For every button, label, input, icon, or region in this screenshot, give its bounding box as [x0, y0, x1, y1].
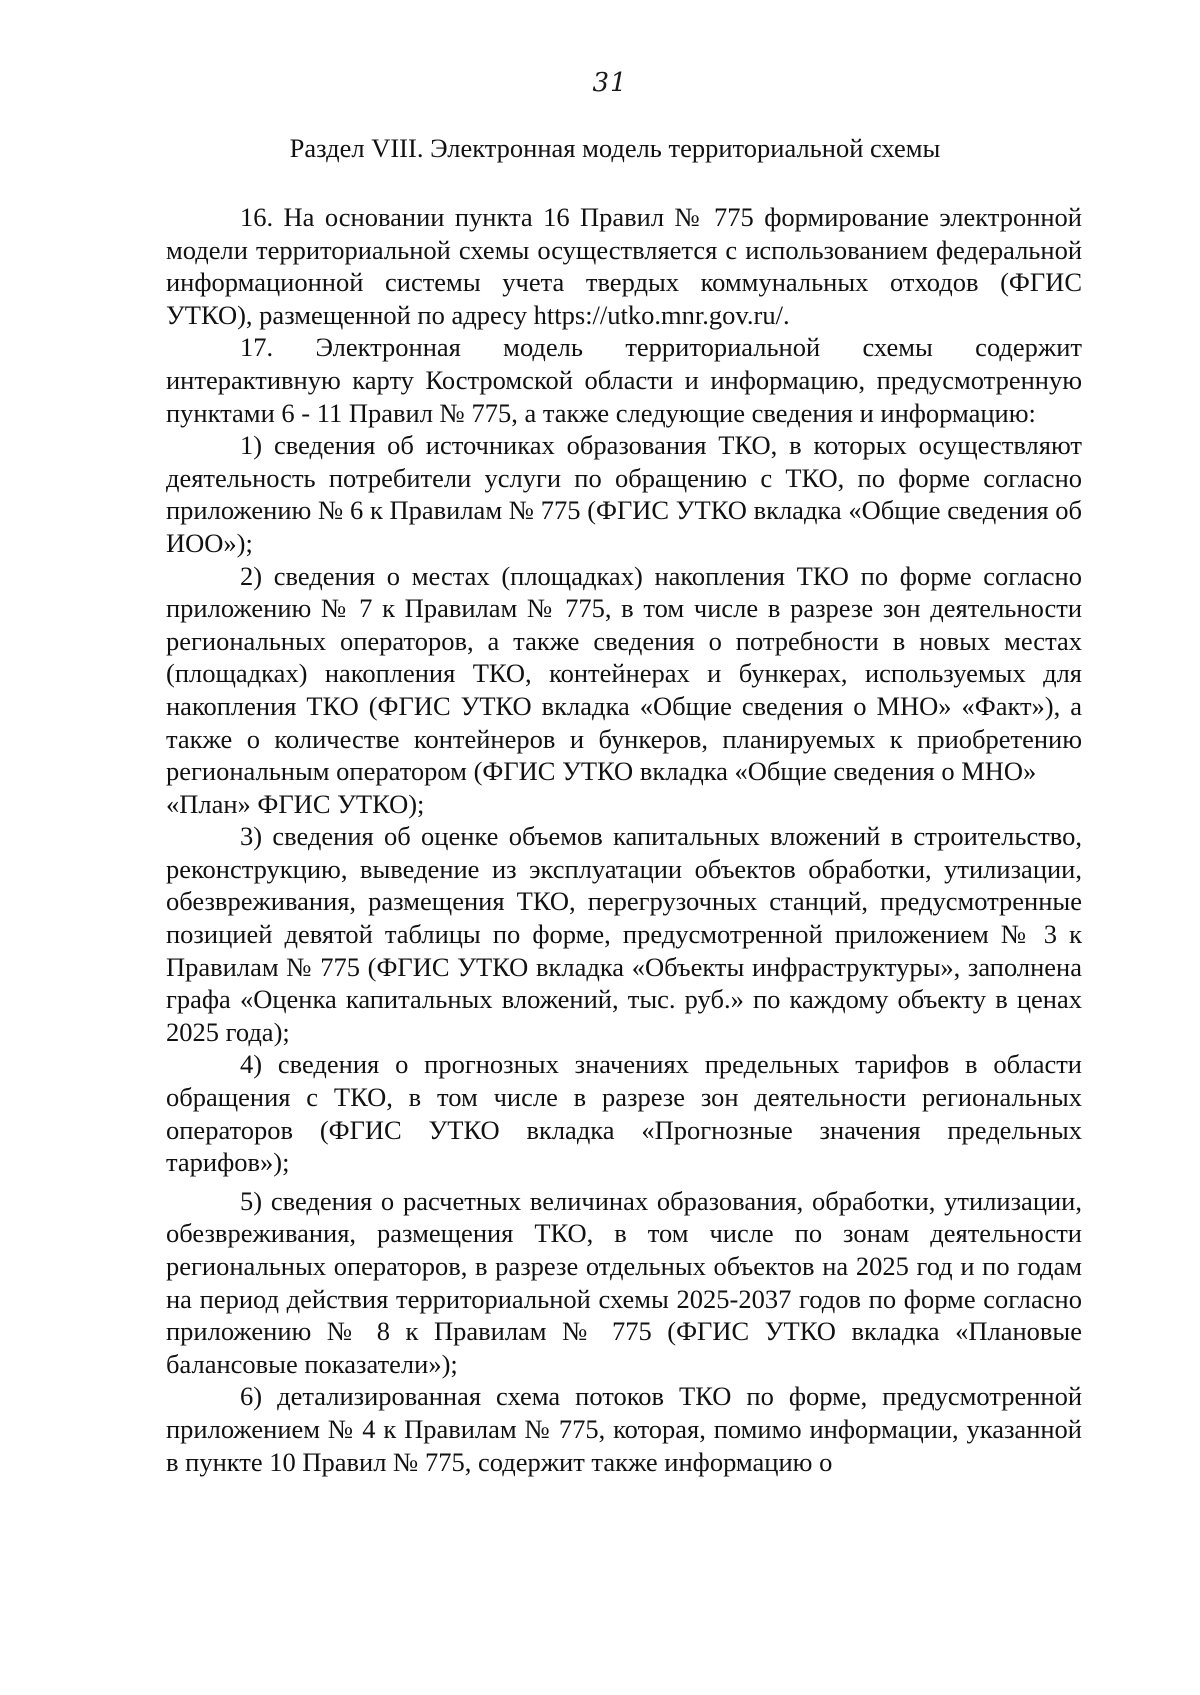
document-body	[166, 201, 1082, 1478]
paragraph-17: 17. Электронная модель территориальной схемы содержит интерактивную карту Костромской области и информацию, предусмотренную пунктами 6 - 11 Правил № 775, а также следующие сведения и информацию:	[166, 332, 1082, 428]
list-item-5: 5) сведения о расчетных величинах образования, обработки, утилизации, обезвреживания, размещения ТКО, в том числе по зонам деятельности региональных операторов, в разрезе отдельных объектов на 2025 год и по годам на период действия территориальной схемы 2025-2037 годов по форме согласно приложению № 8 к Правилам № 775 (ФГИС УТКО вкладка «Плановые балансовые показатели»);	[166, 1185, 1082, 1379]
section-heading: Раздел VIII. Электронная модель территориальной схемы	[289, 133, 941, 163]
list-item-2: 2) сведения о местах (площадках) накопления ТКО по форме согласно приложению № 7 к Правилам № 775, в том числе в разрезе зон деятельности региональных операторов, а также сведения о потребности в новых местах (площадках) накопления ТКО, контейнерах и бункерах, используемых для накопления ТКО (ФГИС УТКО вкладка «Общие сведения о МНО» «Факт»), а также о количестве контейнеров и бункеров, планируемых к приобретению региональным оператором (ФГИС УТКО вкладка «Общие сведения о МНО»	[166, 560, 1082, 787]
list-item-4: 4) сведения о прогнозных значениях предельных тарифов в области обращения с ТКО, в том числе в разрезе зон деятельности региональных операторов (ФГИС УТКО вкладка «Прогнозные значения предельных тарифов»);	[166, 1049, 1082, 1178]
page-number: 31	[592, 68, 628, 98]
paragraph-16: 16. На основании пункта 16 Правил № 775 формирование электронной модели территориальной схемы осуществляется с использованием федеральной информационной системы учета твердых коммунальных отходов (ФГИС УТКО), размещенной по адресу https://utko.mnr.gov.ru/.	[166, 202, 1082, 330]
list-item-2-continuation: «План» ФГИС УТКО);	[166, 788, 425, 819]
list-item-1: 1) сведения об источниках образования ТКО, в которых осуществляют деятельность потребители услуги по обращению с ТКО, по форме согласно приложению № 6 к Правилам № 775 (ФГИС УТКО вкладка «Общие сведения об ИОО»);	[166, 430, 1082, 558]
list-item-3: 3) сведения об оценке объемов капитальных вложений в строительство, реконструкцию, выведение из эксплуатации объектов обработки, утилизации, обезвреживания, размещения ТКО, перегрузочных станций, предусмотренные позицией девятой таблицы по форме, предусмотренной приложением № 3 к Правилам № 775 (ФГИС УТКО вкладка «Объекты инфраструктуры», заполнена графа «Оценка капитальных вложений, тыс. руб.» по каждому объекту в ценах 2025 года);	[166, 821, 1082, 1047]
list-item-6: 6) детализированная схема потоков ТКО по форме, предусмотренной приложением № 4 к Правилам № 775, которая, помимо информации, указанной в пункте 10 Правил № 775, содержит также информацию о	[166, 1381, 1082, 1477]
